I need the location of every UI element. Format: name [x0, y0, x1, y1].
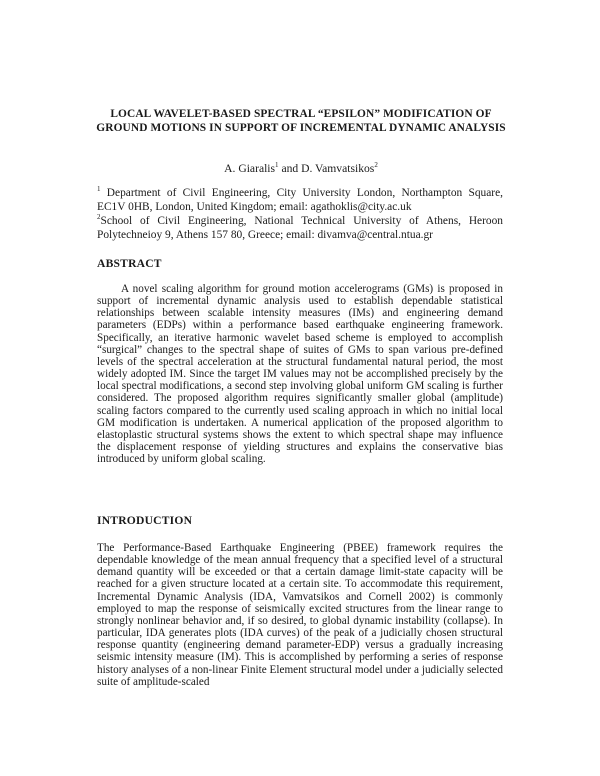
affiliation-text: Department of Civil Engineering, City University London, Northampton Square, EC1V 0HB, London, United Kingdom; email: agathoklis@city.ac.uk	[97, 187, 503, 213]
affiliation-marker: 1	[97, 185, 101, 193]
introduction-body: The Performance-Based Earthquake Engineering (PBEE) framework requires the dependable knowledge of the mean annual frequency that a specified level of a structural demand quantity will be exceeded or that a certain damage limit-state capacity will be reached for a given structure located at a certain site. To accommodate this requirement, Incremental Dynamic Analysis (IDA, Vamvatsikos and Cornell 2002) is commonly employed to map the response of seismically excited structures from the linear range to strongly nonlinear behavior and, if so desired, to global dynamic instability (collapse). In particular, IDA generates plots (IDA curves) of the peak of a judicially chosen structural response quantity (engineering demand parameter-EDP) versus a gradually increasing seismic intensity measure (IM). This is accomplished by performing a series of response history analyses of a non-linear Finite Element structural model under a judicially selected suite of amplitude-scaled	[97, 542, 503, 688]
author-name: D. Vamvatsikos	[301, 162, 375, 175]
author-name: A. Giaralis	[224, 162, 276, 175]
affiliation	[97, 186, 503, 214]
author-affiliation-marker: 1	[275, 161, 279, 169]
author-line	[96, 162, 506, 176]
affiliation-text: School of Civil Engineering, National Technical University of Athens, Heroon Polytechneioy 9, Athens 157 80, Greece; email: divamva@central.ntua.gr	[97, 215, 503, 241]
abstract-body: A novel scaling algorithm for ground motion accelerograms (GMs) is proposed in support of incremental dynamic analysis used to establish dependable statistical relationships between scalable intensity measures (IMs) and engineering demand parameters (EDPs) within a performance based earthquake engineering framework. Specifically, an iterative harmonic wavelet based scheme is employed to accomplish “surgical” changes to the spectral shape of suites of GMs to span various pre-defined levels of the spectral acceleration at the structural fundamental natural period, the most widely adopted IM. Since the target IM values may not be accomplished precisely by the local spectral modifications, a second step involving global uniform GM scaling is further considered. The proposed algorithm requires significantly smaller global (amplitude) scaling factors compared to the currently used scaling approach in which no initial local GM modification is undertaken. A numerical application of the proposed algorithm to elastoplastic structural systems shows the extent to which spectral shape may influence the displacement response of yielding structures and explains the conservative bias introduced by uniform global scaling.	[97, 283, 503, 466]
affiliation	[97, 214, 503, 242]
abstract-heading: ABSTRACT	[97, 257, 162, 270]
author-connector: and	[278, 162, 302, 175]
author-affiliation-marker: 2	[374, 161, 378, 169]
paper-title: LOCAL WAVELET-BASED SPECTRAL “EPSILON” MODIFICATION OF GROUND MOTIONS IN SUPPORT OF INCREMENTAL DYNAMIC ANALYSIS	[96, 108, 506, 134]
affiliation-marker: 2	[97, 213, 101, 221]
introduction-heading: INTRODUCTION	[97, 514, 193, 527]
